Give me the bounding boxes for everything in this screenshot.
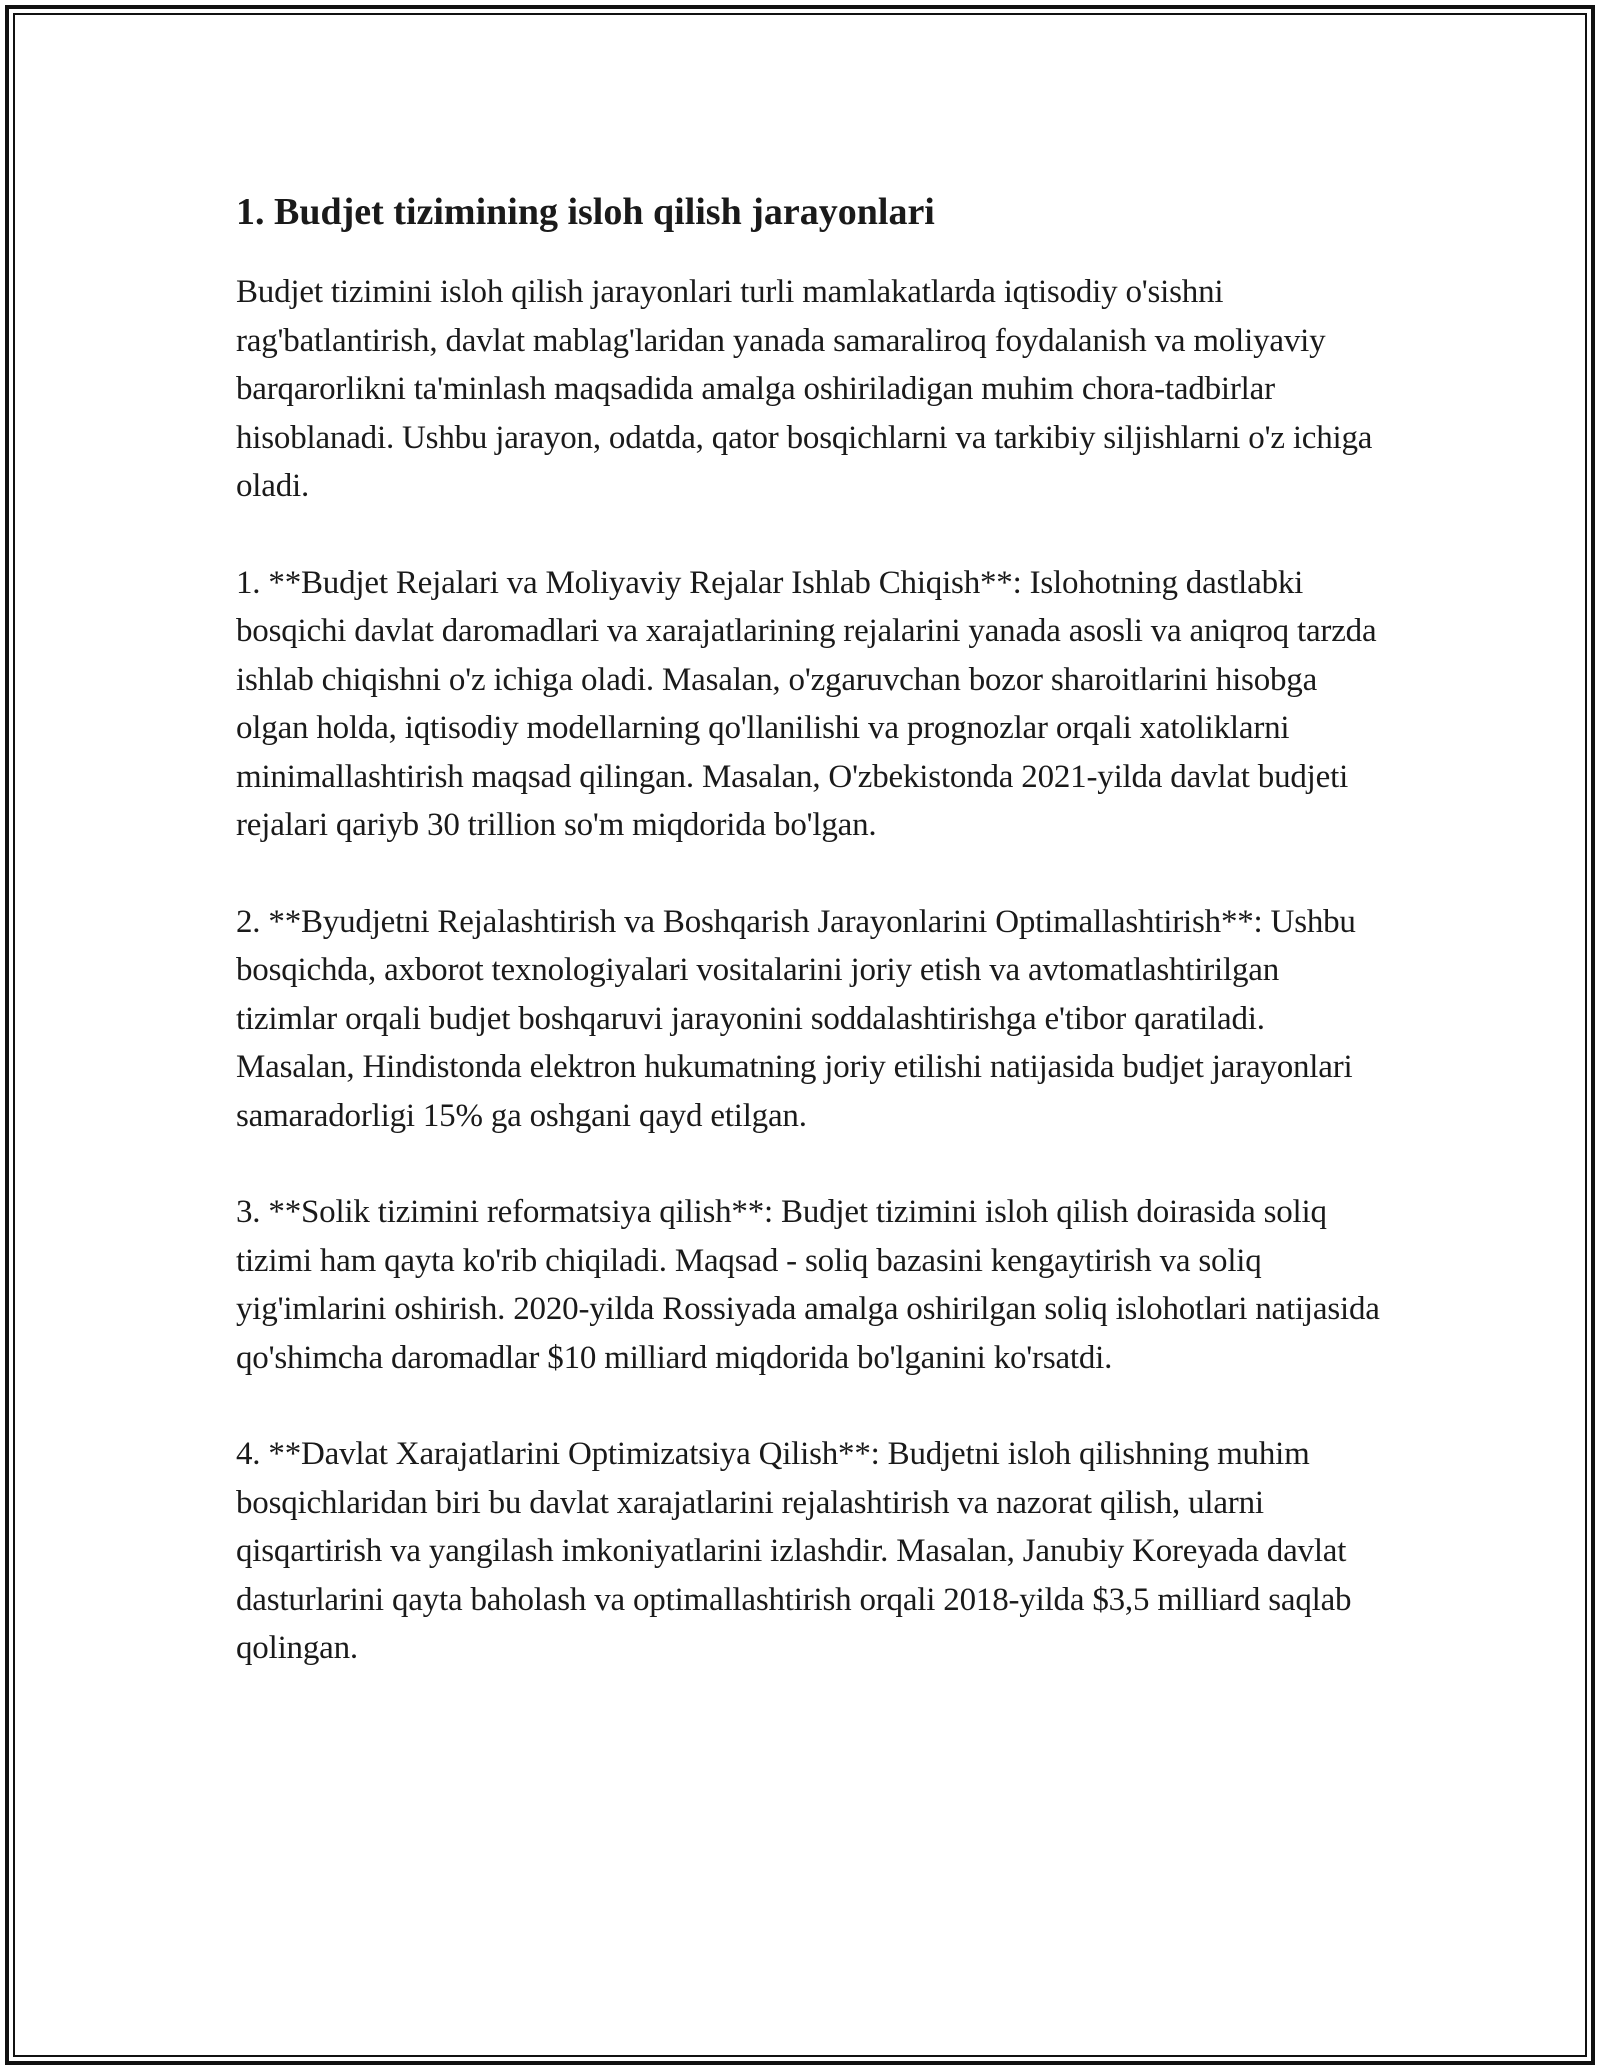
- list-item-1-paragraph: 1. **Budjet Rejalari va Moliyaviy Rejalar Ishlab Chiqish**: Islohotning dastlabki bosqichi davlat daromadlari va xarajatlarining rejalarini yanada asosli va aniqroq tarzda ishlab chiqishni o'z ichiga oladi. Masalan, o'zgaruvchan bozor sharoitlarini hisobga olgan holda, iqtisodiy modellarning qo'llanilishi va prognozlar orqali xatoliklarni minimallashtirish maqsad qilingan. Masalan, O'zbekistonda 2021-yilda davlat budjeti rejalari qariyb 30 trillion so'm miqdorida bo'lgan.: [236, 564, 1377, 843]
- list-item-4-paragraph: 4. **Davlat Xarajatlarini Optimizatsiya Qilish**: Budjetni isloh qilishning muhim bosqichlaridan biri bu davlat xarajatlarini rejalashtirish va nazorat qilish, ularni qisqartirish va yangilash imkoniyatlarini izlashdir. Masalan, Janubiy Koreyada davlat dasturlarini qayta baholash va optimallashtirish orqali 2018-yilda $3,5 milliard saqlab qolingan.: [236, 1436, 1352, 1666]
- list-item-2-paragraph: 2. **Byudjetni Rejalashtirish va Boshqarish Jarayonlarini Optimallashtirish**: Ushbu bosqichda, axborot texnologiyalari vositalarini joriy etish va avtomatlashtirilgan tizimlar orqali budjet boshqaruvi jarayonini soddalashtirishga e'tibor qaratiladi. Masalan, Hindistonda elektron hukumatning joriy etilishi natijasida budjet jarayonlari samaradorligi 15% ga oshgani qayd etilgan.: [236, 903, 1356, 1134]
- section-heading: 1. Budjet tizimining isloh qilish jarayonlari: [236, 191, 935, 233]
- list-item-3-paragraph: 3. **Solik tizimini reformatsiya qilish**: Budjet tizimini isloh qilish doirasida soliq tizimi ham qayta ko'rib chiqiladi. Maqsad - soliq bazasini kengaytirish va soliq yig'imlarini oshirish. 2020-yilda Rossiyada amalga oshirilgan soliq islohotlari natijasida qo'shimcha daromadlar $10 milliard miqdorida bo'lganini ko'rsatdi.: [236, 1194, 1380, 1376]
- intro-paragraph: Budjet tizimini isloh qilish jarayonlari turli mamlakatlarda iqtisodiy o'sishni rag'batlantirish, davlat mablag'laridan yanada samaraliroq foydalanish va moliyaviy barqarorlikni ta'minlash maqsadida amalga oshiriladigan muhim chora-tadbirlar hisoblanadi. Ushbu jarayon, odatda, qator bosqichlarni va tarkibiy siljishlarni o'z ichiga oladi.: [236, 274, 1373, 504]
- document-body: [236, 186, 1386, 1721]
